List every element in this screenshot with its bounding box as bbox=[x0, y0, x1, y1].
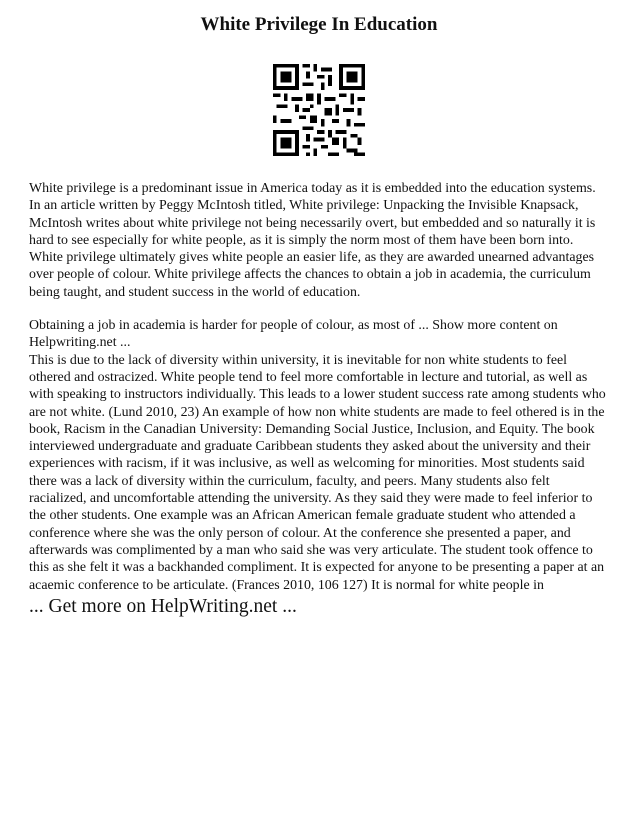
qr-code-icon bbox=[273, 64, 365, 156]
paragraph-intro: White privilege is a predominant issue in America today as it is embedded into the education systems. In an article written by Peggy McIntosh titled, White privilege: Unpacking the Invisible Knapsack, McIntosh writes about white privilege not being necessarily overt, but embedded and so naturally it is hard to see especially for white people, as it is simply the norm most of them have been born into. White privilege ultimately gives white people an easier life, as they are awarded unearned advantages over people of colour. White privilege affects the chances to obtain a job in academia, the curriculum being taught, and student success in the world of education. bbox=[29, 181, 596, 300]
paragraph-main: This is due to the lack of diversity within university, it is inevitable for non white students to feel othered and ostracized. White people tend to feel more comfortable in lecture and tutorial, as well as with speaking to instructors individually. This leads to a lower student success rate among students who are not white. (Lund 2010, 23) An example of how non white students are made to feel othered is in the book, Racism in the Canadian University: Demanding Social Justice, Inclusion, and Equity. The book interviewed undergraduate and graduate Caribbean students they asked about the university and their experiences with racism, if it was inclusive, as well as welcoming for minorities. Most students said there was a lack of diversity within the curriculum, faculty, and peers. Many students also felt racialized, and uncomfortable attending the university. As they said they were made to feel inferior to the other students. One example was an African American female graduate student who attended a conference where she was the only person of colour. At the conference she presented a paper, and afterwards was complimented by a man who said she was very articulate. The student took offence to this as she felt it was a backhanded compliment. It is expected for anyone to be presenting a paper at an acaemic conference to be articulate. (Frances 2010, 106 127) It is normal for white people in bbox=[29, 352, 606, 593]
article-body bbox=[29, 180, 609, 610]
paragraph-teaser[interactable]: Obtaining a job in academia is harder for people of colour, as most of ... Show more content on Helpwriting.net ... bbox=[29, 318, 558, 351]
get-more-link[interactable]: ... Get more on HelpWriting.net ... bbox=[29, 596, 297, 617]
page-title: White Privilege In Education bbox=[200, 14, 438, 35]
